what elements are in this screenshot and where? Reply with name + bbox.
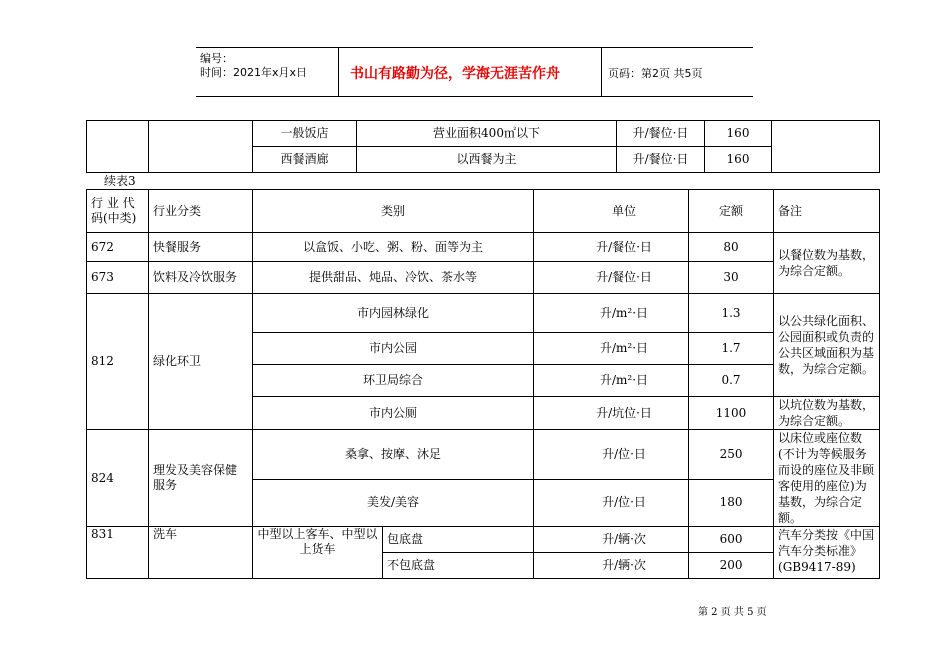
unit-cell: 升/m²·日 — [534, 333, 689, 365]
empty-industry-cell — [149, 121, 253, 173]
quota-cell: 1.3 — [689, 294, 774, 333]
header-code: 行 业 代码(中类) — [87, 190, 149, 233]
category-cell: 市内园林绿化 — [253, 294, 534, 333]
unit-cell: 升/坑位·日 — [534, 397, 689, 430]
industry-cell: 理发及美容保健服务 — [149, 430, 253, 527]
industry-cell: 饮料及冷饮服务 — [149, 262, 253, 294]
page-footer: 第 2 页 共 5 页 — [698, 607, 767, 618]
header-industry: 行业分类 — [149, 190, 253, 233]
category-cell: 以盒饭、小吃、粥、粉、面等为主 — [253, 233, 534, 262]
category-cell: 环卫局综合 — [253, 365, 534, 397]
table-cell: 一般饭店 — [253, 121, 357, 147]
quota-cell: 1.7 — [689, 333, 774, 365]
unit-cell: 升/m²·日 — [534, 294, 689, 333]
unit-cell: 升/餐位·日 — [534, 262, 689, 294]
note-cell: 以公共绿化面积、公园面积或负责的公共区域面积为基数，为综合定额。 — [774, 294, 880, 397]
header-category: 类别 — [253, 190, 534, 233]
serial-label: 编号： — [200, 52, 233, 65]
quota-cell: 600 — [689, 527, 774, 553]
table-cell: 160 — [705, 121, 772, 147]
quota-table — [86, 189, 880, 579]
header-quota: 定额 — [689, 190, 774, 233]
quota-cell: 80 — [689, 233, 774, 262]
table-cell: 160 — [705, 147, 772, 173]
code-cell: 831 — [87, 527, 149, 579]
table-cell: 营业面积400㎡以下 — [357, 121, 617, 147]
industry-cell: 洗车 — [149, 527, 253, 579]
category-cell: 桑拿、按摩、沐足 — [253, 430, 534, 480]
empty-note-cell — [772, 121, 880, 173]
category-cell: 不包底盘 — [383, 553, 534, 579]
quota-cell: 30 — [689, 262, 774, 294]
code-cell: 673 — [87, 262, 149, 294]
category-cell: 包底盘 — [383, 527, 534, 553]
quota-cell: 1100 — [689, 397, 774, 430]
code-cell: 824 — [87, 430, 149, 527]
note-cell: 以坑位数为基数，为综合定额。 — [774, 397, 880, 430]
industry-cell: 绿化环卫 — [149, 294, 253, 430]
unit-cell: 升/m²·日 — [534, 365, 689, 397]
time-label: 时间：2021年x月x日 — [200, 66, 308, 79]
unit-cell: 升/辆·次 — [534, 527, 689, 553]
code-cell: 812 — [87, 294, 149, 430]
header-bottom-rule — [196, 96, 753, 97]
table-cell: 升/餐位·日 — [617, 147, 705, 173]
category-cell: 提供甜品、炖品、冷饮、茶水等 — [253, 262, 534, 294]
header-unit: 单位 — [534, 190, 689, 233]
vehicle-cell: 中型以上客车、中型以上货车 — [253, 527, 383, 579]
header-top-rule — [196, 47, 753, 48]
industry-cell: 快餐服务 — [149, 233, 253, 262]
continuation-table — [86, 120, 880, 173]
table-cell: 以西餐为主 — [357, 147, 617, 173]
unit-cell: 升/餐位·日 — [534, 233, 689, 262]
quota-cell: 200 — [689, 553, 774, 579]
empty-code-cell — [87, 121, 149, 173]
table-cell: 升/餐位·日 — [617, 121, 705, 147]
header-divider-left — [338, 47, 339, 97]
quota-cell: 0.7 — [689, 365, 774, 397]
note-cell: 汽车分类按《中国汽车分类标准》(GB9417-89) — [774, 527, 880, 579]
motto-text: 书山有路勤为径，学海无涯苦作舟 — [350, 66, 560, 82]
category-cell: 市内公园 — [253, 333, 534, 365]
header-note: 备注 — [774, 190, 880, 233]
quota-cell: 250 — [689, 430, 774, 480]
table-cell: 西餐酒廊 — [253, 147, 357, 173]
code-cell: 672 — [87, 233, 149, 262]
page-label: 页码：第2页 共5页 — [608, 67, 703, 80]
note-cell: 以餐位数为基数，为综合定额。 — [774, 233, 880, 294]
unit-cell: 升/位·日 — [534, 479, 689, 526]
table-caption: 续表3 — [104, 174, 136, 188]
category-cell: 美发/美容 — [253, 479, 534, 526]
unit-cell: 升/辆·次 — [534, 553, 689, 579]
quota-cell: 180 — [689, 479, 774, 526]
category-cell: 市内公厕 — [253, 397, 534, 430]
note-cell: 以床位或座位数(不计为等候服务而设的座位及非顾客使用的座位)为基数，为综合定额。 — [774, 430, 880, 527]
unit-cell: 升/位·日 — [534, 430, 689, 480]
header-divider-right — [601, 47, 602, 97]
